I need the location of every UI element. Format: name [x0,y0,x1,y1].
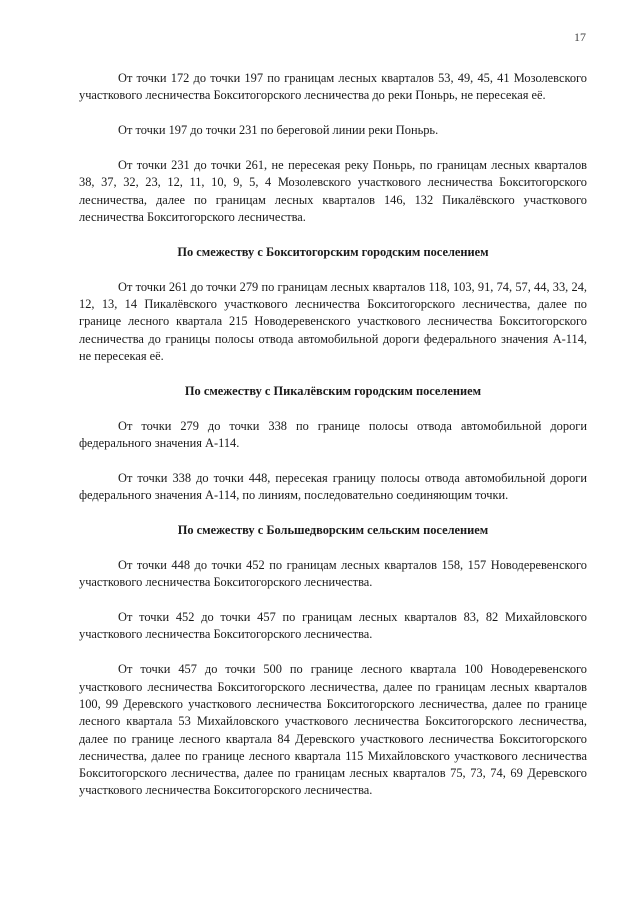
section-heading: По смежеству с Пикалёвским городским поселением [184,383,482,398]
paragraph: От точки 231 до точки 261, не пересекая реку Поньрь, по границам лесных кварталов 38, 37, 32, 23, 12, 11, 10, 9, 5, 4 Мозолевского участкового лесничества Бокситогорского лесничества, далее по границам лесных кварталов 146, 132 Пикалёвского участкового лесничества Бокситогорского лесничества. [79,158,587,224]
paragraph: От точки 448 до точки 452 по границам лесных кварталов 158, 157 Новодеревенского участкового лесничества Бокситогорского лесничества. [79,557,587,590]
paragraph: От точки 261 до точки 279 по границам лесных кварталов 118, 103, 91, 74, 57, 44, 33, 24, 12, 13, 14 Пикалёвского участкового лесничества Бокситогорского лесничества, далее по границе лесного квартала 215 Новодеревенского участкового лесничества Бокситогорского лесничества до границы полосы отвода автомобильной дороги федерального значения А-114, не пересекая её. [79,279,587,363]
paragraph: От точки 452 до точки 457 по границам лесных кварталов 83, 82 Михайловского участкового лесничества Бокситогорского лесничества. [79,610,587,642]
section-heading: По смежеству с Большедворским сельским поселением [177,523,489,538]
paragraph: От точки 338 до точки 448, пересекая границу полосы отвода автомобильной дороги федерального значения А-114, по линиям, последовательно соединяющим точки. [79,470,587,503]
section-heading: По смежеству с Бокситогорским городским поселением [177,244,489,259]
document-body [79,70,587,817]
paragraph: От точки 172 до точки 197 по границам лесных кварталов 53, 49, 45, 41 Мозолевского участкового лесничества Бокситогорского лесничества до реки Поньрь, не пересекая её. [79,71,587,103]
paragraph: От точки 197 до точки 231 по береговой линии реки Поньрь. [118,123,439,138]
page-number: 17 [574,30,586,44]
paragraph: От точки 457 до точки 500 по границе лесного квартала 100 Новодеревенского участкового лесничества Бокситогорского лесничества, далее по границам лесных кварталов 100, 99 Деревского участкового лесничества Бокситогорского лесничества, далее по границе лесного квартала 53 Михайловского участкового лесничества Бокситогорского лесничества, далее по границе лесного квартала 84 Деревского участкового лесничества Бокситогорского лесничества, далее по границе лесного квартала 115 Михайловского участкового лесничества Бокситогорского лесничества, далее по границам лесных кварталов 75, 73, 74, 69 Деревского участкового лесничества Бокситогорского лесничества. [79,662,587,798]
paragraph: От точки 279 до точки 338 по границе полосы отвода автомобильной дороги федерального значения А-114. [79,418,587,451]
